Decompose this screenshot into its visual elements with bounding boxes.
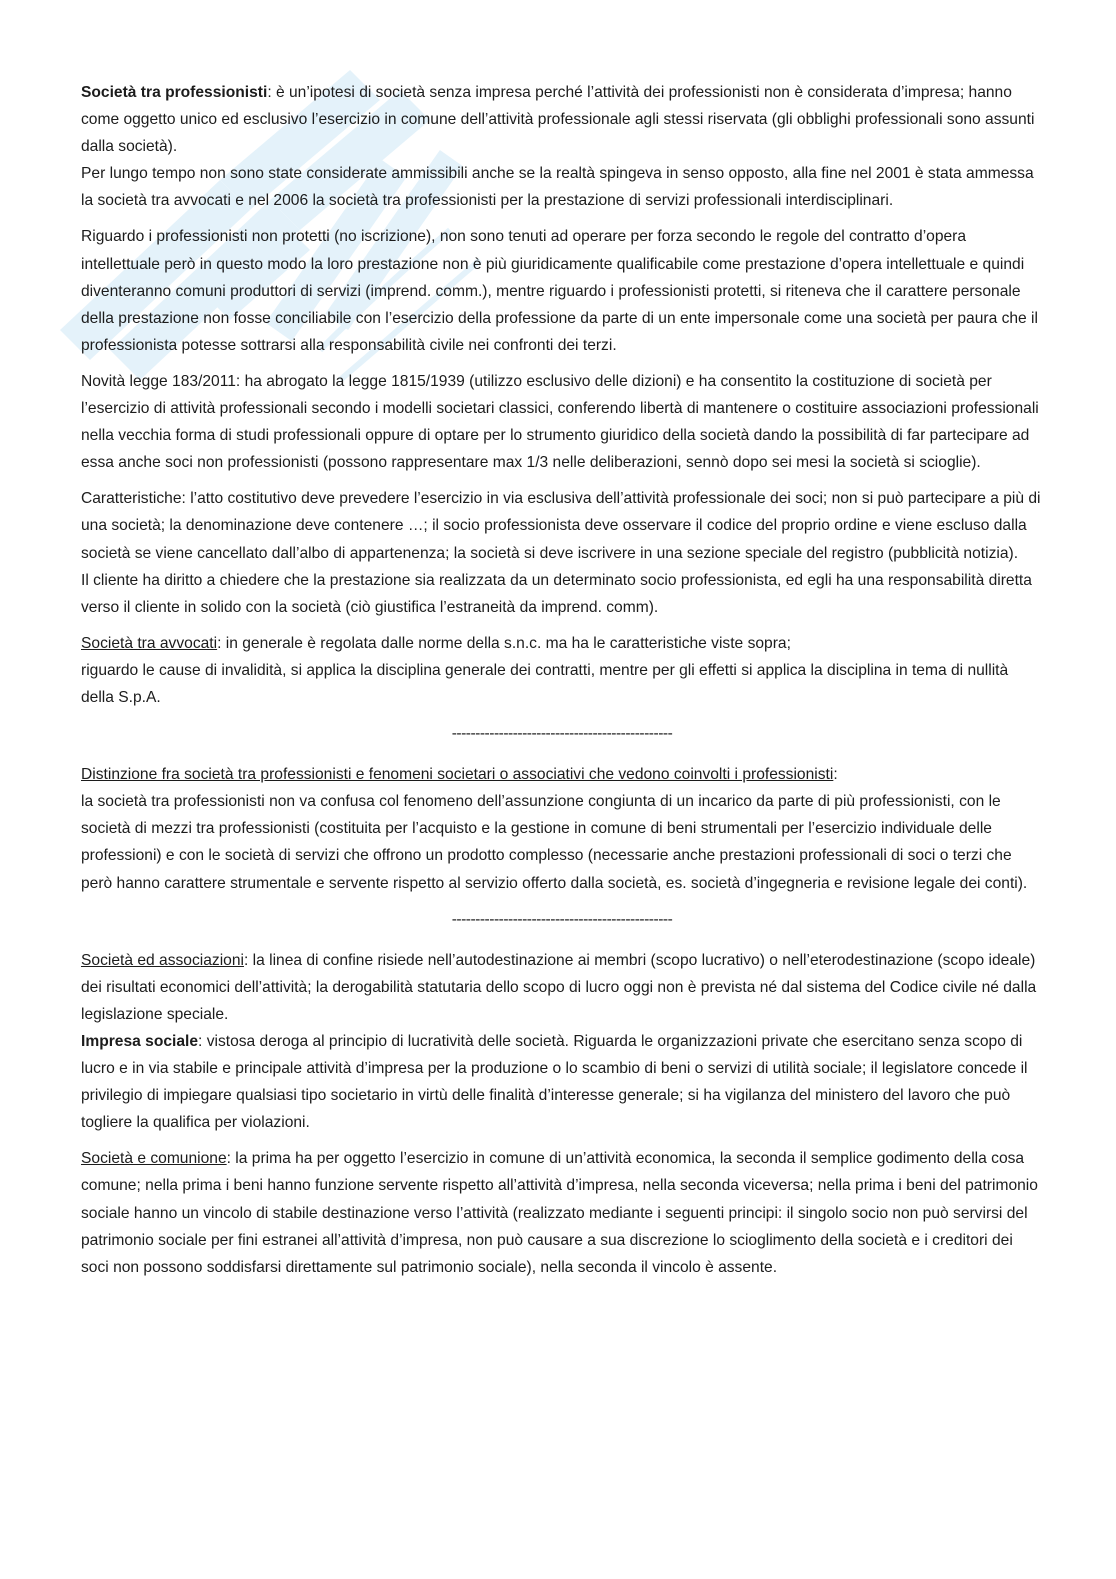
- paragraph-caratteristiche: [81, 485, 1043, 620]
- heading-impresa-sociale: Impresa sociale: [81, 1033, 199, 1050]
- paragraph-text: la società tra professionisti non va confusa col fenomeno dell’assunzione congiunta di un incarico da parte di più professionisti, con le società di mezzi tra professionisti (costituita per l’acquisto e la gestione in comune di beni strumentali per l’esercizio individuale delle professioni) e con le società di servizi che offrono un prodotto complesso (necessarie anche prestazioni professionali di soci o terzi che però hanno carattere strumentale e servente rispetto al servizio offerto dalla società, es. società d’ingegneria e revisione legale dei conti).: [81, 793, 1028, 892]
- heading-societa-tra-avvocati: Società tra avvocati: [81, 634, 218, 652]
- paragraph-societa-e-comunione: [81, 1145, 1043, 1280]
- paragraph-text: : è un’ipotesi di società senza impresa perché l’attività dei professionisti non è considerata d’impresa; hanno come oggetto unico ed esclusivo l’esercizio in comune dell’attività professionale agli stessi riservata (gli obblighi professionali sono assunti dalla società).: [81, 84, 1035, 156]
- paragraph-societa-ed-associazioni: [81, 947, 1043, 1137]
- document-body: [81, 79, 1043, 1290]
- heading-societa-tra-professionisti: Società tra professionisti: [81, 84, 268, 101]
- paragraph-societa-tra-avvocati: [81, 630, 1043, 711]
- paragraph-text: riguardo le cause di invalidità, si applica la disciplina generale dei contratti, mentre per gli effetti si applica la disciplina in tema di nullità della S.p.A.: [81, 661, 1009, 706]
- paragraph-novita-legge: Novità legge 183/2011: ha abrogato la legge 1815/1939 (utilizzo esclusivo delle dizioni) e ha consentito la costituzione di società per l’esercizio di attività professionali secondo i modelli societari classici, conferendo libertà di mantenere o costituire associazioni professionali nella vecchia forma di studi professionali oppure di optare per lo strumento giuridico della società dando la possibilità di far partecipare ad essa anche soci non professionisti (possono rappresentare max 1/3 nelle deliberazioni, sennò dopo sei mesi la società si scioglie).: [81, 372, 1039, 472]
- heading-societa-ed-associazioni: Società ed associazioni: [81, 951, 244, 969]
- section-separator: -----------------------------------------------: [451, 725, 673, 743]
- paragraph-text: : in generale è regolata dalle norme della s.n.c. ma ha le caratteristiche viste sopra;: [217, 634, 791, 652]
- paragraph-text: Caratteristiche: l’atto costitutivo deve prevedere l’esercizio in via esclusiva dell’attività professionale dei soci; non si può partecipare a più di una società; la denominazione deve contenere …; il socio professionista deve osservare il codice del proprio ordine e viene escluso dalla società se viene cancellato dall’albo di appartenenza; la società si deve iscrivere in una sezione speciale del registro (pubblicità notizia).: [81, 490, 1041, 562]
- paragraph-professionisti-non-protetti: Riguardo i professionisti non protetti (no iscrizione), non sono tenuti ad operare per forza secondo le regole del contratto d’opera intellettuale però in questo modo la loro prestazione non è più giuridicamente qualificabile come prestazione d’opera intellettuale e quindi diventeranno comuni produttori di servizi (imprend. comm.), mentre riguardo i professionisti protetti, si riteneva che il carattere personale della prestazione non fosse conciliabile con l’esercizio della professione da parte di un ente impersonale come una società per paura che il professionista potesse sottrarsi alla responsabilità civile nei confronti dei terzi.: [81, 228, 1038, 354]
- section-separator: -----------------------------------------------: [451, 910, 673, 928]
- paragraph-text: : vistosa deroga al principio di lucratività delle società. Riguarda le organizzazioni private che esercitano senza scopo di lucro e in via stabile e principale attività d’impresa per la produzione o lo scambio di beni o servizi di utilità sociale; il legislatore concede il privilegio di impiegare qualsiasi tipo societario in virtù delle finalità d’interesse generale; si ha vigilanza del ministero del lavoro che può togliere la qualifica per violazioni.: [81, 1033, 1028, 1132]
- paragraph-text: Per lungo tempo non sono state considerate ammissibili anche se la realtà spingeva in senso opposto, alla fine nel 2001 è stata ammessa la società tra avvocati e nel 2006 la società tra professionisti per la prestazione di servizi professionali interdisciplinari.: [81, 165, 1034, 210]
- paragraph-text: : la prima ha per oggetto l’esercizio in comune di un’attività economica, la seconda il semplice godimento della cosa comune; nella prima i beni hanno funzione servente rispetto all’attività d’impresa, nella seconda viceversa; nella prima i beni del patrimonio sociale hanno un vincolo di stabile destinazione verso l’attività (realizzato mediante i seguenti principi: il singolo socio non può servirsi del patrimonio sociale per fini estranei all’attività d’impresa, non può causare a sua discrezione lo scioglimento della società e i creditori dei soci non possono soddisfarsi direttamente sul patrimonio sociale), nella seconda il vincolo è assente.: [81, 1150, 1038, 1276]
- paragraph-text: :: [833, 766, 838, 784]
- heading-societa-e-comunione: Società e comunione: [81, 1150, 227, 1168]
- heading-distinzione: Distinzione fra società tra professionisti e fenomeni societari o associativi che vedono coinvolti i professionisti: [81, 766, 834, 784]
- paragraph-text: Il cliente ha diritto a chiedere che la prestazione sia realizzata da un determinato socio professionista, ed egli ha una responsabilità diretta verso il cliente in solido con la società (ciò giustifica l’estraneità da imprend. comm).: [81, 571, 1032, 616]
- paragraph-societa-tra-professionisti: [81, 79, 1043, 214]
- paragraph-distinzione: [81, 761, 1043, 896]
- paragraph-text: : la linea di confine risiede nell’autodestinazione ai membri (scopo lucrativo) o nell’eterodestinazione (scopo ideale) dei risultati economici dell’attività; la derogabilità statutaria dello scopo di lucro oggi non è prevista né dal sistema del Codice civile né dalla legislazione speciale.: [81, 951, 1037, 1023]
